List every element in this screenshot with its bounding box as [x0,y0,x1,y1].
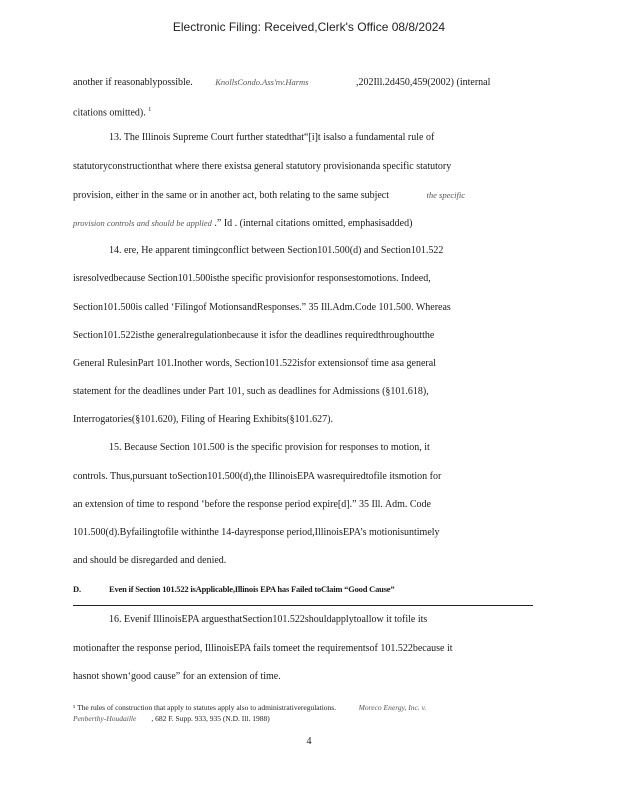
body-line: Interrogatories(§101.620), Filing of Hearing Exhibits(§101.627). [73,414,333,426]
paragraph-14-start: 14. ere, He apparent timingconflict between Section101.500(d) and Section101.522 [109,245,444,257]
paragraph-16-start: 16. Evenif IllinoisEPA arguesthatSection101.522shouldapplytoallow it tofile its [109,614,428,626]
footnote-case-name: Penberthy-Houdaille [73,714,137,723]
paragraph-13-start: 13. The Illinois Supreme Court further statedthat“[i]t isalso a fundamental rule of [109,132,435,144]
emphasis-text: provision controls and should be applied [73,217,212,228]
footnote-text: , 682 F. Supp. 933, 935 (N.D. Ill. 1988) [151,714,270,723]
footnote-marker: 1 [148,107,152,114]
body-line: isresolvedbecause Section101.500isthe specific provisionfor responsestomotions. Indeed, [73,273,431,285]
section-heading-d [73,577,533,606]
section-heading-text: Even if Section 101.522 isApplicable,Illinois EPA has Failed toClaim “Good Cause” [109,584,395,595]
electronic-filing-header: Electronic Filing: Received,Clerk's Office 08/8/2024 [172,20,446,34]
footnote-section [73,702,533,724]
body-line: and should be disregarded and denied. [73,555,227,567]
case-citation: KnollsCondo.Ass'nv.Harms [215,77,309,87]
body-line: statement for the deadlines under Part 101, such as deadlines for Admissions (§101.618), [73,386,429,398]
text-segment: ,202Ill.2d450,459(2002) (internal [355,77,491,88]
text-segment: another if reasonablypossible. [73,77,193,88]
body-line: motionafter the response period, IllinoisEPA fails tomeet the requirementsof 101.522because it [73,642,453,654]
body-line: an extension of time to respond ‘before the response period expire[d].” 35 Ill. Adm. Code [73,498,431,510]
body-line: statutoryconstructionthat where there existsa general statutory provisionanda specific statutory [73,160,452,172]
body-line: Section101.522isthe generalregulationbecause it isfor the deadlines requiredthroughoutthe [73,329,435,341]
body-line [73,96,533,124]
body-line [73,68,533,96]
page-number: 4 [306,736,312,747]
section-letter: D. [73,584,81,595]
body-line: hasnot shown‘good cause” for an extension of time. [73,670,281,682]
body-line [73,209,533,237]
footnote-text: ¹ The rules of construction that apply to statutes apply also to administrativeregulations. [73,703,337,712]
document-body [73,68,533,691]
emphasis-text: the specific [426,189,466,200]
body-line [73,181,533,209]
text-segment: provision, either in the same or in another act, both relating to the same subject [73,189,390,201]
body-line: Section101.500is called ‘Filingof MotionsandResponses.” 35 Ill.Adm.Code 101.500. Whereas [73,301,451,313]
paragraph-15-start: 15. Because Section 101.500 is the specific provision for responses to motion, it [109,442,430,454]
body-line: General RulesinPart 101.Inother words, Section101.522isfor extensionsof time asa general [73,357,436,369]
footnote-case-name: Moreco Energy, Inc. v. [358,703,427,712]
footnote-line [73,702,533,713]
text-segment: citations omitted). [73,107,146,119]
text-segment: .” Id . (internal citations omitted, emphasisadded) [214,217,413,229]
footnote-line [73,713,533,724]
body-line: 101.500(d).Byfailingtofile withinthe 14-dayresponse period,IllinoisEPA’s motionisuntimely [73,527,440,538]
body-line: controls. Thus,pursuant toSection101.500(d),the IllinoisEPA wasrequiredtofile itsmotion for [73,470,442,482]
